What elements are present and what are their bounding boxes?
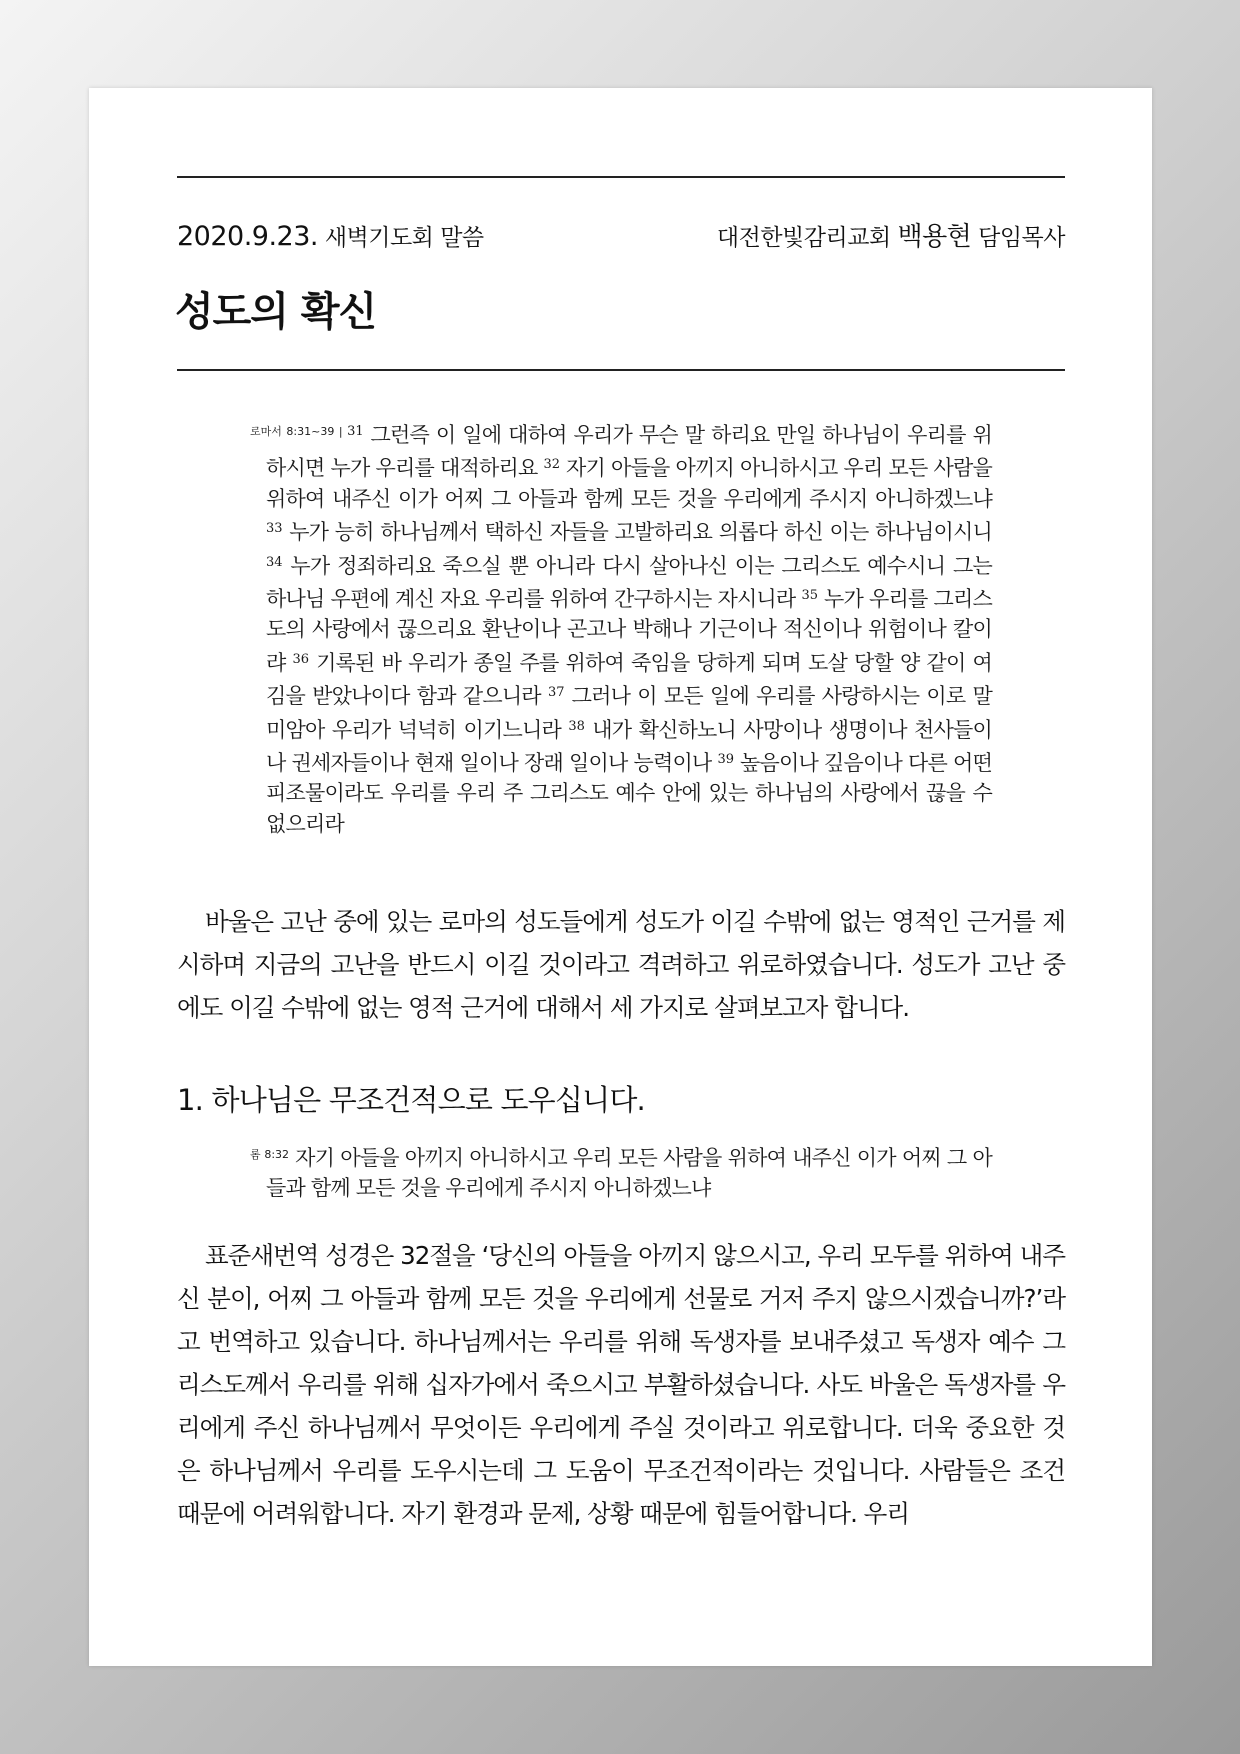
sermon-date: 2020.9.23. — [177, 221, 318, 252]
verse-number: 33 — [266, 521, 283, 537]
sermon-title: 성도의 확신 — [175, 289, 377, 335]
service-name: 새벽기도회 말씀 — [324, 225, 484, 251]
verse-text: 누가 정죄하리요 죽으실 뿐 아니라 다시 살아나신 이는 그리스도 예수시니 그는 하나님 우편에 계신 자요 우리를 위하여 간구하시는 자시니라 — [266, 553, 992, 612]
verse-text: 누가 우리를 그리스도의 사랑에서 끊으리요 환난이나 곤고나 박해나 기근이나 적신이나 위험이나 칼이랴 — [266, 587, 992, 675]
main-scripture-passage — [250, 417, 992, 839]
top-divider — [177, 176, 1065, 178]
scripture-reference: 로마서 8:31~39 | — [250, 425, 348, 438]
title-divider — [177, 369, 1065, 371]
verse-number: 37 — [547, 685, 565, 701]
pastor-title: 담임목사 — [978, 225, 1065, 251]
verse-number: 38 — [568, 718, 585, 734]
pastor-info — [717, 216, 1065, 253]
verse-number: 36 — [292, 651, 310, 667]
section-1-scripture — [250, 1140, 992, 1204]
header-line — [177, 216, 1065, 252]
verse-number: 31 — [347, 424, 364, 439]
verse-text: 그런즉 이 일에 대하여 우리가 무슨 말 하리요 만일 하나님이 우리를 위하시면 누가 우리를 대적하리요 — [266, 423, 992, 481]
verse-number: 39 — [717, 752, 735, 768]
document-page — [89, 88, 1152, 1666]
verse-number: 32 — [543, 457, 561, 473]
section-1-heading: 1. 하나님은 무조건적으로 도우십니다. — [177, 1083, 645, 1117]
church-name: 대전한빛감리교회 — [716, 225, 891, 251]
verse-text: 내가 확신하노니 사망이나 생명이나 천사들이나 권세자들이나 현재 일이나 장래 일이나 능력이나 — [266, 717, 993, 776]
verse-text: 기록된 바 우리가 종일 주를 위하여 죽임을 당하게 되며 도살 당할 양 같이 여김을 받았나이다 함과 같으니라 — [266, 650, 992, 709]
verse-number: 34 — [266, 554, 283, 570]
sermon-info — [177, 219, 484, 252]
section-1-paragraph: 표준새번역 성경은 32절을 ‘당신의 아들을 아끼지 않으시고, 우리 모두를 위하여 내주신 분이, 어찌 그 아들과 함께 모든 것을 우리에게 선물로 거저 주지 않으시겠습니까?’라고 번역하고 있습니다. 하나님께서는 우리를 위해 독생자를 보내주셨고 독생자 예수 그리스도께서 우리를 위해 십자가에서 죽으시고 부활하셨습니다. 사도 바울은 독생자를 우리에게 주신 하나님께서 무엇이든 우리에게 주실 것이라고 위로합니다. 더욱 중요한 것은 하나님께서 우리를 도우시는데 그 도움이 무조건적이라는 것입니다. 사람들은 조건 때문에 어려워합니다. 자기 환경과 문제, 상황 때문에 힘들어합니다. 우리 — [177, 1241, 1065, 1528]
verse-text: 누가 능히 하나님께서 택하신 자들을 고발하리요 의롭다 하신 이는 하나님이시니 — [282, 520, 992, 545]
verse-text: 자기 아들을 아끼지 아니하시고 우리 모든 사람을 위하여 내주신 이가 어찌 그 아들과 함께 모든 것을 우리에게 주시지 아니하겠느냐 — [266, 1146, 992, 1201]
verse-text: 그러나 이 모든 일에 우리를 사랑하시는 이로 말미암아 우리가 넉넉히 이기느니라 — [266, 684, 992, 742]
verse-text: 자기 아들을 아끼지 아니하시고 우리 모든 사람을 위하여 내주신 이가 어찌 그 아들과 함께 모든 것을 우리에게 주시지 아니하겠느냐 — [266, 456, 992, 511]
pastor-name: 백용현 — [897, 222, 972, 252]
scripture-reference: 롬 8:32 — [250, 1148, 290, 1161]
verse-number: 35 — [801, 588, 818, 604]
intro-paragraph: 바울은 고난 중에 있는 로마의 성도들에게 성도가 이길 수밖에 없는 영적인 근거를 제시하며 지금의 고난을 반드시 이길 것이라고 격려하고 위로하였습니다. 성도가 고난 중에도 이길 수밖에 없는 영적 근거에 대해서 세 가지로 살펴보고자 합니다. — [177, 907, 1065, 1022]
verse-text: 높음이나 깊음이나 다른 어떤 피조물이라도 우리를 우리 주 그리스도 예수 안에 있는 하나님의 사랑에서 끊을 수 없으리라 — [266, 751, 992, 836]
